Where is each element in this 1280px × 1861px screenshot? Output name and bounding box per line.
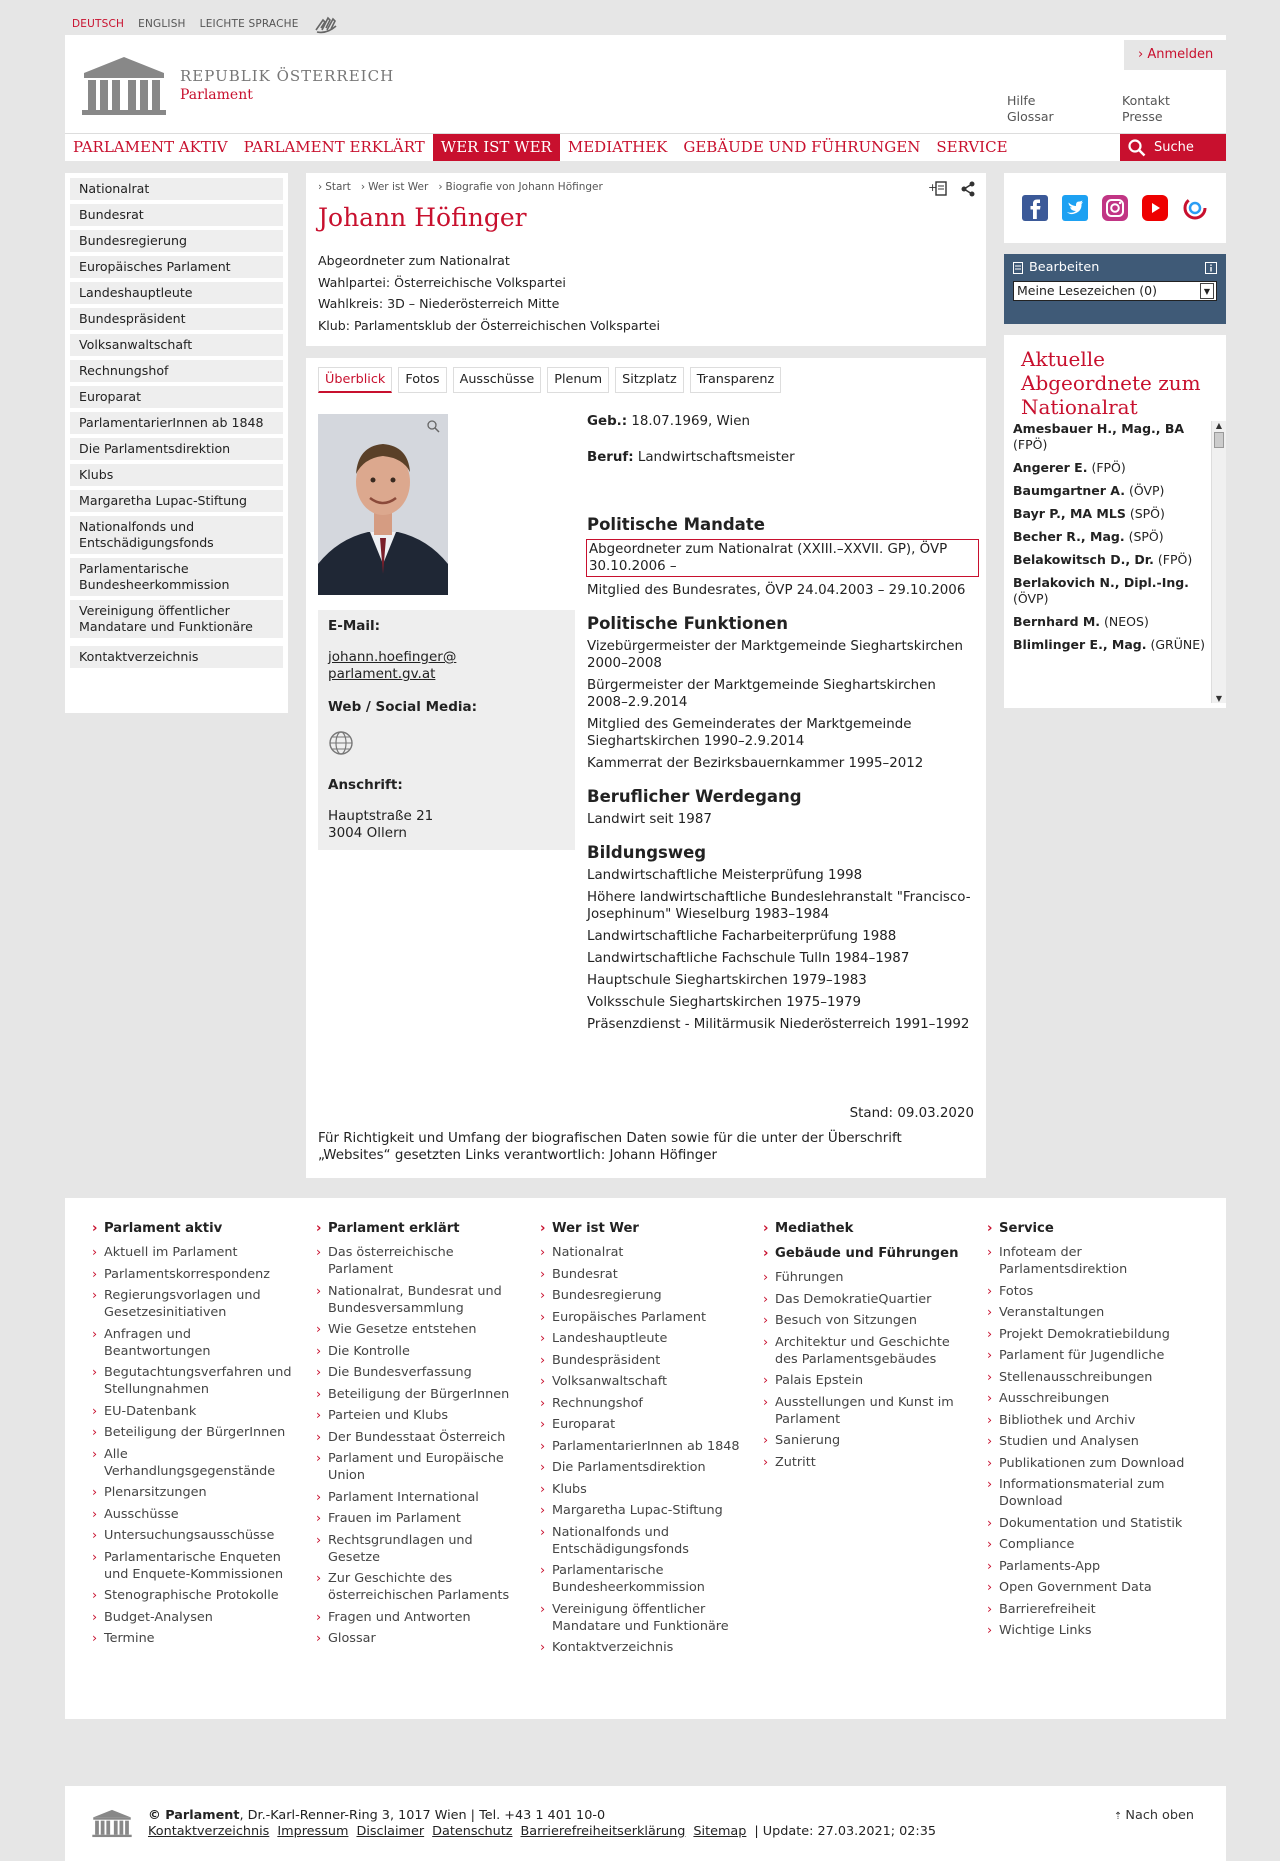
member-party: (FPÖ) xyxy=(1013,437,1048,452)
members-list xyxy=(1013,421,1213,703)
lang-english-link[interactable]: ENGLISH xyxy=(138,18,186,30)
footer-link[interactable]: › Plenarsitzungen xyxy=(92,1484,292,1501)
nav-gebaeude[interactable]: GEBÄUDE UND FÜHRUNGEN xyxy=(683,138,921,156)
email-part1: johann.hoefinger@ xyxy=(328,649,457,665)
nav-service[interactable]: SERVICE xyxy=(936,138,1008,156)
help-link[interactable]: Hilfe xyxy=(1007,93,1036,108)
footer-link[interactable]: › Bundesregierung xyxy=(540,1287,740,1304)
footer-link[interactable]: › Beteiligung der BürgerInnen xyxy=(316,1386,516,1403)
member-name: Berlakovich N., Dipl.-Ing. xyxy=(1013,575,1189,590)
footer-link[interactable]: › Beteiligung der BürgerInnen xyxy=(92,1424,292,1441)
footer-link[interactable]: › Stellenausschreibungen xyxy=(987,1369,1187,1386)
youtube-icon[interactable] xyxy=(1142,195,1168,221)
current-members-heading: Aktuelle Abgeordnete zum Nationalrat xyxy=(1021,347,1201,419)
footer-link[interactable]: › Frauen im Parlament xyxy=(316,1510,516,1527)
login-button[interactable] xyxy=(1124,40,1226,70)
functions-heading: Politische Funktionen xyxy=(587,614,789,633)
logo-title: REPUBLIK ÖSTERREICH xyxy=(180,67,395,85)
page-title: Johann Höfinger xyxy=(318,203,527,232)
edit-icon xyxy=(1013,262,1023,274)
footer-link[interactable]: › Compliance xyxy=(987,1536,1187,1553)
help-links xyxy=(1007,93,1054,125)
tab-ueberblick[interactable]: Überblick xyxy=(318,367,392,393)
member-party: (NEOS) xyxy=(1104,614,1149,629)
parliament-logo[interactable] xyxy=(80,53,394,117)
bio-header-card xyxy=(306,173,986,346)
members-scrollbar[interactable] xyxy=(1211,421,1226,703)
info-icon[interactable] xyxy=(1205,262,1217,274)
education-item: Landwirtschaftliche Fachschule Tulln 1984–1987 xyxy=(587,951,910,966)
edit-label[interactable]: Bearbeiten xyxy=(1029,260,1100,275)
footer-link[interactable]: › Landeshauptleute xyxy=(540,1330,740,1347)
tab-fotos[interactable]: Fotos xyxy=(398,367,446,393)
footer-link[interactable]: › Der Bundesstaat Österreich xyxy=(316,1429,516,1446)
address-street: Hauptstraße 21 xyxy=(328,808,434,824)
footer-link[interactable]: › Architektur und Geschichte des Parlamentsgebäudes xyxy=(763,1334,963,1368)
sidebar-item-klubs[interactable]: Klubs xyxy=(70,464,283,486)
footer-address: , Dr.-Karl-Renner-Ring 3, 1017 Wien | Tel. +43 1 401 10-0 xyxy=(239,1808,606,1823)
footer-link[interactable]: › Ausschüsse xyxy=(92,1506,292,1523)
contact-box xyxy=(318,610,575,850)
portrait-photo[interactable] xyxy=(318,414,448,595)
member-name: Bernhard M. xyxy=(1013,614,1101,629)
sidebar-item-bundespraesident[interactable]: Bundespräsident xyxy=(70,308,283,330)
bottom-bar xyxy=(65,1786,1226,1861)
tab-ausschuesse[interactable]: Ausschüsse xyxy=(453,367,542,393)
footer-link[interactable]: › Veranstaltungen xyxy=(987,1304,1187,1321)
footer-link[interactable]: › Europäisches Parlament xyxy=(540,1309,740,1326)
footer-link[interactable]: › Untersuchungsausschüsse xyxy=(92,1527,292,1544)
svg-text:+: + xyxy=(928,181,938,194)
education-item: Höhere landwirtschaftliche Bundeslehranstalt "Francisco-Josephinum" Wieselburg 1983–1984 xyxy=(587,890,971,922)
member-party: (SPÖ) xyxy=(1129,506,1165,521)
member-name: Bayr P., MA MLS xyxy=(1013,506,1126,521)
footer-link[interactable]: › ParlamentarierInnen ab 1848 xyxy=(540,1438,740,1455)
footer-link[interactable]: › Publikationen zum Download xyxy=(987,1455,1187,1472)
birth-label: Geb.: xyxy=(587,414,628,429)
function-item: Kammerrat der Bezirksbauernkammer 1995–2012 xyxy=(587,756,924,771)
member-name: Baumgartner A. xyxy=(1013,483,1125,498)
link-disclaimer[interactable]: Disclaimer xyxy=(356,1824,425,1839)
footer-link[interactable]: › Parlaments-App xyxy=(987,1558,1187,1575)
footer-col-parlament-erklaert xyxy=(316,1220,516,1652)
mandate-item: Mitglied des Bundesrates, ÖVP 24.04.2003 – 29.10.2006 xyxy=(587,583,966,598)
footer-link[interactable]: › Vereinigung öffentlicher Mandatare und Funktionäre xyxy=(540,1601,740,1635)
copyright: © Parlament xyxy=(148,1808,240,1823)
lang-german-link[interactable]: DEUTSCH xyxy=(72,18,125,30)
footer-link[interactable]: › Open Government Data xyxy=(987,1579,1187,1596)
email-label: E-Mail: xyxy=(328,618,381,634)
footer-link[interactable]: › Barrierefreiheit xyxy=(987,1601,1187,1618)
member-party: (FPÖ) xyxy=(1157,552,1193,567)
search-icon xyxy=(1128,139,1146,157)
bookmarks-selected: Meine Lesezeichen (0) xyxy=(1017,283,1157,298)
footer-link[interactable]: › Bundespräsident xyxy=(540,1352,740,1369)
scroll-up-icon[interactable]: ▲ xyxy=(1215,421,1223,430)
footer-link[interactable]: › Das österreichische Parlament xyxy=(316,1244,516,1278)
parliament-small-logo-icon xyxy=(90,1808,134,1838)
current-members-box xyxy=(1004,335,1226,708)
footer-link[interactable]: › Begutachtungsverfahren und Stellungnahmen xyxy=(92,1364,292,1398)
footer-link[interactable]: › Bundesrat xyxy=(540,1266,740,1283)
zoom-icon xyxy=(427,420,440,433)
search-label: Suche xyxy=(1154,140,1194,155)
sidebar-item-bundesheerkommission[interactable]: Parlamentarische Bundesheerkommission xyxy=(70,558,283,596)
function-item: Vizebürgermeister der Marktgemeinde Sieghartskirchen 2000–2008 xyxy=(587,639,963,671)
footer-link[interactable]: › Termine xyxy=(92,1630,292,1647)
footer-heading[interactable]: › Parlament erklärt xyxy=(316,1220,516,1237)
footer-heading[interactable]: › Service xyxy=(987,1220,1187,1237)
function-item: Bürgermeister der Marktgemeinde Sieghartskirchen 2008–2.9.2014 xyxy=(587,678,936,710)
left-sidebar-nav xyxy=(65,173,288,713)
footer-link[interactable]: › Nationalrat, Bundesrat und Bundesversammlung xyxy=(316,1283,516,1317)
breadcrumb xyxy=(318,181,974,193)
education-item: Präsenzdienst - Militärmusik Niederösterreich 1991–1992 xyxy=(587,1017,970,1032)
sidebar-item-nationalfonds[interactable]: Nationalfonds und Entschädigungsfonds xyxy=(70,516,283,554)
birth-value: 18.07.1969, Wien xyxy=(627,414,750,429)
member-item[interactable] xyxy=(1013,460,1213,476)
update-info: | Update: 27.03.2021; 02:35 xyxy=(754,1824,937,1839)
language-bar xyxy=(72,14,339,34)
scroll-thumb[interactable] xyxy=(1214,432,1224,448)
job-label: Beruf: xyxy=(587,450,634,465)
member-item[interactable] xyxy=(1013,483,1213,499)
nav-parlament-aktiv[interactable]: PARLAMENT AKTIV xyxy=(73,138,228,156)
education-item: Landwirtschaftliche Facharbeiterprüfung 1988 xyxy=(587,929,897,944)
function-item: Mitglied des Gemeinderates der Marktgemeinde Sieghartskirchen 1990–2.9.2014 xyxy=(587,717,912,749)
footer-link[interactable]: › Projekt Demokratiebildung xyxy=(987,1326,1187,1343)
sidebar-item-eu-parlament[interactable]: Europäisches Parlament xyxy=(70,256,283,278)
breadcrumb-current: › Biografie von Johann Höfinger xyxy=(438,181,603,193)
add-bookmark-icon[interactable] xyxy=(928,181,948,197)
education-item: Landwirtschaftliche Meisterprüfung 1998 xyxy=(587,868,863,883)
social-media-box xyxy=(1004,173,1226,243)
sidebar-item-bundesregierung[interactable]: Bundesregierung xyxy=(70,230,283,252)
career-heading: Beruflicher Werdegang xyxy=(587,787,802,806)
footer-link[interactable]: › Die Kontrolle xyxy=(316,1343,516,1360)
footer-heading[interactable]: › Gebäude und Führungen xyxy=(763,1245,963,1262)
footer-heading[interactable]: › Mediathek xyxy=(763,1220,963,1237)
sign-language-icon[interactable] xyxy=(313,14,339,34)
footer-link[interactable]: › Infoteam der Parlamentsdirektion xyxy=(987,1244,1187,1278)
footer-link[interactable]: › Budget-Analysen xyxy=(92,1609,292,1626)
footer-link[interactable]: › Studien und Analysen xyxy=(987,1433,1187,1450)
member-item[interactable] xyxy=(1013,552,1213,568)
dropdown-arrow-icon: ▼ xyxy=(1200,283,1214,299)
footer-link[interactable]: › Klubs xyxy=(540,1481,740,1498)
bottom-links xyxy=(148,1824,936,1840)
member-item[interactable] xyxy=(1013,614,1213,630)
footer-heading[interactable]: › Parlament aktiv xyxy=(92,1220,292,1237)
share-icon[interactable] xyxy=(960,181,976,197)
member-party: (ÖVP) xyxy=(1128,483,1165,498)
sidebar-item-europarat[interactable]: Europarat xyxy=(70,386,283,408)
footer-link[interactable]: › Palais Epstein xyxy=(763,1372,963,1389)
footer-col-parlament-aktiv xyxy=(92,1220,292,1652)
address-label: Anschrift: xyxy=(328,777,403,793)
member-party: (GRÜNE) xyxy=(1150,637,1206,652)
last-updated: Stand: 09.03.2020 xyxy=(849,1106,974,1121)
globe-icon[interactable] xyxy=(328,730,354,756)
bio-disclaimer: Für Richtigkeit und Umfang der biografischen Daten sowie für die unter der Überschrift „Websites“ gesetzten Links verantwortlich: Johann Höfinger xyxy=(318,1131,902,1163)
footer-link[interactable]: › Europarat xyxy=(540,1416,740,1433)
footer-link[interactable]: › Rechtsgrundlagen und Gesetze xyxy=(316,1532,516,1566)
footer-col-service xyxy=(987,1220,1187,1644)
job-info xyxy=(587,449,979,466)
footer-link[interactable]: › Die Bundesverfassung xyxy=(316,1364,516,1381)
career-item: Landwirt seit 1987 xyxy=(587,812,712,827)
member-name: Angerer E. xyxy=(1013,460,1088,475)
instagram-icon[interactable] xyxy=(1102,195,1128,221)
web-label: Web / Social Media: xyxy=(328,699,478,715)
twitter-icon[interactable] xyxy=(1062,195,1088,221)
member-item[interactable] xyxy=(1013,506,1213,522)
back-to-top-link[interactable] xyxy=(1114,1808,1194,1823)
footer-link[interactable]: › Wichtige Links xyxy=(987,1622,1187,1639)
to-top-label: Nach oben xyxy=(1125,1808,1194,1823)
facebook-icon[interactable] xyxy=(1022,195,1048,221)
link-sitemap[interactable]: Sitemap xyxy=(693,1824,747,1839)
job-value: Landwirtschaftsmeister xyxy=(633,450,795,465)
footer-link[interactable]: › Stenographische Protokolle xyxy=(92,1587,292,1604)
footer-link[interactable]: › Parlamentarische Enqueten und Enquete-Kommissionen xyxy=(92,1549,292,1583)
footer-link[interactable]: › Parlament für Jugendliche xyxy=(987,1347,1187,1364)
bio-constituency: Wahlkreis: 3D – Niederösterreich Mitte xyxy=(318,296,560,311)
mandates-heading: Politische Mandate xyxy=(587,515,765,534)
sidebar-item-rechnungshof[interactable]: Rechnungshof xyxy=(70,360,283,382)
site-footer xyxy=(65,1198,1226,1719)
sidebar-item-volksanwaltschaft[interactable]: Volksanwaltschaft xyxy=(70,334,283,356)
footer-link[interactable]: › Besuch von Sitzungen xyxy=(763,1312,963,1329)
sidebar-item-bundesrat[interactable]: Bundesrat xyxy=(70,204,283,226)
site-header xyxy=(65,35,1226,161)
footer-col-mediathek xyxy=(763,1220,963,1475)
footer-col-wer-ist-wer xyxy=(540,1220,740,1661)
sidebar-item-vereinigung-mandatare[interactable]: Vereinigung öffentlicher Mandatare und Funktionäre xyxy=(70,600,283,638)
footer-link[interactable]: › Parlament und Europäische Union xyxy=(316,1450,516,1484)
bookmarks-select[interactable] xyxy=(1013,281,1217,301)
login-label: Anmelden xyxy=(1147,47,1214,62)
footer-link[interactable]: › EU-Datenbank xyxy=(92,1403,292,1420)
link-impressum[interactable]: Impressum xyxy=(277,1824,349,1839)
bio-role: Abgeordneter zum Nationalrat xyxy=(318,253,510,268)
footer-link[interactable]: › Ausstellungen und Kunst im Parlament xyxy=(763,1394,963,1428)
member-name: Amesbauer H., Mag., BA xyxy=(1013,421,1185,436)
chevron-right-icon: › xyxy=(1138,47,1148,62)
breadcrumb-wer-ist-wer[interactable]: › Wer ist Wer xyxy=(361,181,428,193)
search-button[interactable] xyxy=(1120,134,1226,161)
email-link[interactable] xyxy=(328,649,565,683)
member-party: (SPÖ) xyxy=(1128,529,1164,544)
education-item: Hauptschule Sieghartskirchen 1979–1983 xyxy=(587,973,867,988)
footer-link[interactable]: › Informationsmaterial zum Download xyxy=(987,1476,1187,1510)
bio-main-card xyxy=(306,358,986,1178)
footer-link[interactable]: › Führungen xyxy=(763,1269,963,1286)
member-item[interactable] xyxy=(1013,529,1213,545)
footer-link[interactable]: › Zur Geschichte des österreichischen Parlaments xyxy=(316,1570,516,1604)
bio-details xyxy=(587,413,979,1038)
contact-link[interactable]: Kontakt xyxy=(1122,93,1170,108)
footer-link[interactable]: › Parlamentskorrespondenz xyxy=(92,1266,292,1283)
footer-link[interactable]: › Die Parlamentsdirektion xyxy=(540,1459,740,1476)
contact-links xyxy=(1122,93,1170,125)
footer-link[interactable]: › Nationalfonds und Entschädigungsfonds xyxy=(540,1524,740,1558)
footer-link[interactable]: › Fragen und Antworten xyxy=(316,1609,516,1626)
education-item: Volksschule Sieghartskirchen 1975–1979 xyxy=(587,995,862,1010)
footer-heading[interactable]: › Wer ist Wer xyxy=(540,1220,740,1237)
parliament-building-icon xyxy=(80,53,168,117)
lang-easy-link[interactable]: LEICHTE SPRACHE xyxy=(199,18,299,30)
logo-subtitle: Parlament xyxy=(180,87,253,103)
sidebar-item-parlamentsdirektion[interactable]: Die Parlamentsdirektion xyxy=(70,438,283,460)
footer-link[interactable]: › Parteien und Klubs xyxy=(316,1407,516,1424)
breadcrumb-start[interactable]: › Start xyxy=(318,181,351,193)
member-name: Blimlinger E., Mag. xyxy=(1013,637,1147,652)
link-kontaktverzeichnis[interactable]: Kontaktverzeichnis xyxy=(148,1824,270,1839)
mandate-item: Abgeordneter zum Nationalrat (XXIII.–XXVII. GP), ÖVP 30.10.2006 – xyxy=(586,539,979,577)
edit-header xyxy=(1013,260,1217,275)
sidebar-item-landeshauptleute[interactable]: Landeshauptleute xyxy=(70,282,283,304)
footer-link[interactable]: › Glossar xyxy=(316,1630,516,1647)
bio-tabs xyxy=(318,367,781,393)
footer-link[interactable]: › Alle Verhandlungsgegenstände xyxy=(92,1446,292,1480)
footer-link[interactable]: › Dokumentation und Statistik xyxy=(987,1515,1187,1532)
nav-wer-ist-wer[interactable]: WER IST WER xyxy=(433,134,560,161)
footer-link[interactable]: › Das DemokratieQuartier xyxy=(763,1291,963,1308)
education-heading: Bildungsweg xyxy=(587,843,707,862)
footer-link[interactable]: › Sanierung xyxy=(763,1432,963,1449)
member-name: Belakowitsch D., Dr. xyxy=(1013,552,1154,567)
tab-sitzplatz[interactable]: Sitzplatz xyxy=(615,367,684,393)
sidebar-item-nationalrat[interactable]: Nationalrat xyxy=(70,178,283,200)
portrait-image xyxy=(318,414,448,595)
link-barrierefreiheit[interactable]: Barrierefreiheitserklärung xyxy=(520,1824,686,1839)
member-party: (ÖVP) xyxy=(1013,591,1049,606)
birth-info xyxy=(587,413,979,430)
footer-link[interactable]: › Fotos xyxy=(987,1283,1187,1300)
footer-link[interactable]: › Regierungsvorlagen und Gesetzesinitiativen xyxy=(92,1287,292,1321)
tab-plenum[interactable]: Plenum xyxy=(547,367,609,393)
bio-club: Klub: Parlamentsklub der Österreichischen Volkspartei xyxy=(318,317,660,333)
footer-link[interactable]: › Margaretha Lupac-Stiftung xyxy=(540,1502,740,1519)
member-name: Becher R., Mag. xyxy=(1013,529,1125,544)
footer-link[interactable]: › Kontaktverzeichnis xyxy=(540,1639,740,1656)
footer-link[interactable]: › Rechnungshof xyxy=(540,1395,740,1412)
footer-link[interactable]: › Parlament International xyxy=(316,1489,516,1506)
sidebar-item-parlamentarier-1848[interactable]: ParlamentarierInnen ab 1848 xyxy=(70,412,283,434)
bio-party: Wahlpartei: Österreichische Volkspartei xyxy=(318,274,566,290)
press-link[interactable]: Presse xyxy=(1122,109,1163,124)
copyright-line xyxy=(148,1808,936,1824)
glossary-link[interactable]: Glossar xyxy=(1007,109,1054,124)
footer-link[interactable]: › Zutritt xyxy=(763,1454,963,1471)
footer-link[interactable]: › Volksanwaltschaft xyxy=(540,1373,740,1390)
footer-link[interactable]: › Parlamentarische Bundesheerkommission xyxy=(540,1562,740,1596)
footer-link[interactable]: › Ausschreibungen xyxy=(987,1390,1187,1407)
member-party: (FPÖ) xyxy=(1091,460,1126,475)
member-item[interactable] xyxy=(1013,575,1213,607)
main-navigation xyxy=(65,133,1226,161)
bottom-text xyxy=(148,1808,936,1840)
scroll-down-icon[interactable]: ▼ xyxy=(1215,694,1223,703)
footer-link[interactable]: › Anfragen und Beantwortungen xyxy=(92,1326,292,1360)
podcast-icon[interactable] xyxy=(1182,195,1208,221)
tab-transparenz[interactable]: Transparenz xyxy=(690,367,781,393)
sidebar-item-lupac-stiftung[interactable]: Margaretha Lupac-Stiftung xyxy=(70,490,283,512)
member-item[interactable] xyxy=(1013,421,1213,453)
link-datenschutz[interactable]: Datenschutz xyxy=(432,1824,513,1839)
footer-link[interactable]: › Aktuell im Parlament xyxy=(92,1244,292,1261)
page-actions xyxy=(928,181,976,197)
sidebar-item-kontaktverzeichnis[interactable]: Kontaktverzeichnis xyxy=(70,646,283,668)
member-item[interactable] xyxy=(1013,637,1213,653)
email-part2: parlament.gv.at xyxy=(328,666,436,682)
footer-link[interactable]: › Wie Gesetze entstehen xyxy=(316,1321,516,1338)
nav-parlament-erklaert[interactable]: PARLAMENT ERKLÄRT xyxy=(243,138,425,156)
arrow-up-icon: ⇡ xyxy=(1113,1811,1126,1822)
footer-link[interactable]: › Nationalrat xyxy=(540,1244,740,1261)
address-city: 3004 Ollern xyxy=(328,825,407,841)
footer-link[interactable]: › Bibliothek und Archiv xyxy=(987,1412,1187,1429)
nav-mediathek[interactable]: MEDIATHEK xyxy=(567,138,668,156)
edit-bookmarks-box xyxy=(1004,254,1226,324)
